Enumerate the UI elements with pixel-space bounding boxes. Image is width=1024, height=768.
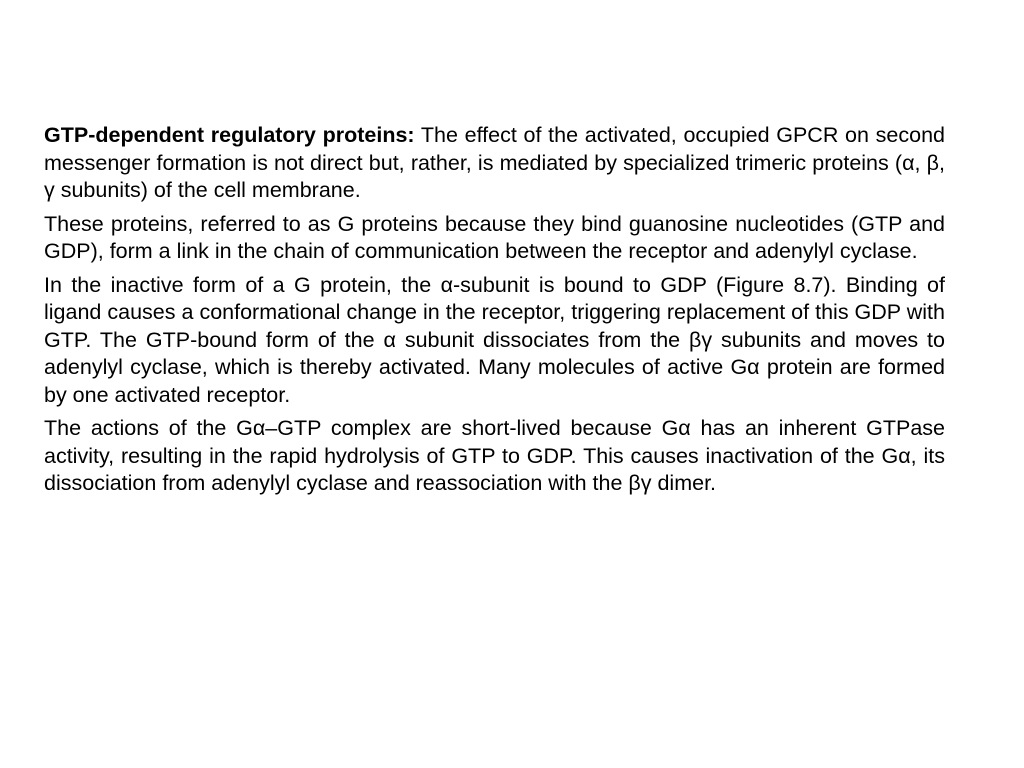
paragraph-g-proteins: [44, 211, 945, 266]
paragraph-gtp-dependent-proteins: [44, 122, 945, 205]
paragraph-inactive-form: [44, 272, 945, 410]
paragraph-galpha-gtp-actions: [44, 415, 945, 498]
paragraph-text: The actions of the Gα–GTP complex are short-lived because Gα has an inherent GTPase activity, resulting in the rapid hydrolysis of GTP to GDP. This causes inactivation of the Gα, its dissociation from adenylyl cyclase and reassociation with the βγ dimer.: [44, 416, 945, 495]
paragraph-text: These proteins, referred to as G proteins because they bind guanosine nucleotides (GTP and GDP), form a link in the chain of communication between the receptor and adenylyl cyclase.: [44, 211, 945, 263]
paragraph-heading: GTP-dependent regulatory proteins:: [44, 123, 415, 147]
paragraph-text: The effect of the activated, occupied GPCR on second messenger formation is not direct but, rather, is mediated by specialized trimeric proteins (α, β, γ subunits) of the cell membrane.: [44, 123, 945, 202]
paragraph-text: In the inactive form of a G protein, the α-subunit is bound to GDP (Figure 8.7). Binding of ligand causes a conformational change in the receptor, triggering replacement of this GDP with GTP. The GTP-bound form of the α subunit dissociates from the βγ subunits and moves to adenylyl cyclase, which is thereby activated. Many molecules of active Gα protein are formed by one activated receptor.: [44, 272, 945, 407]
slide-body: [44, 122, 945, 504]
